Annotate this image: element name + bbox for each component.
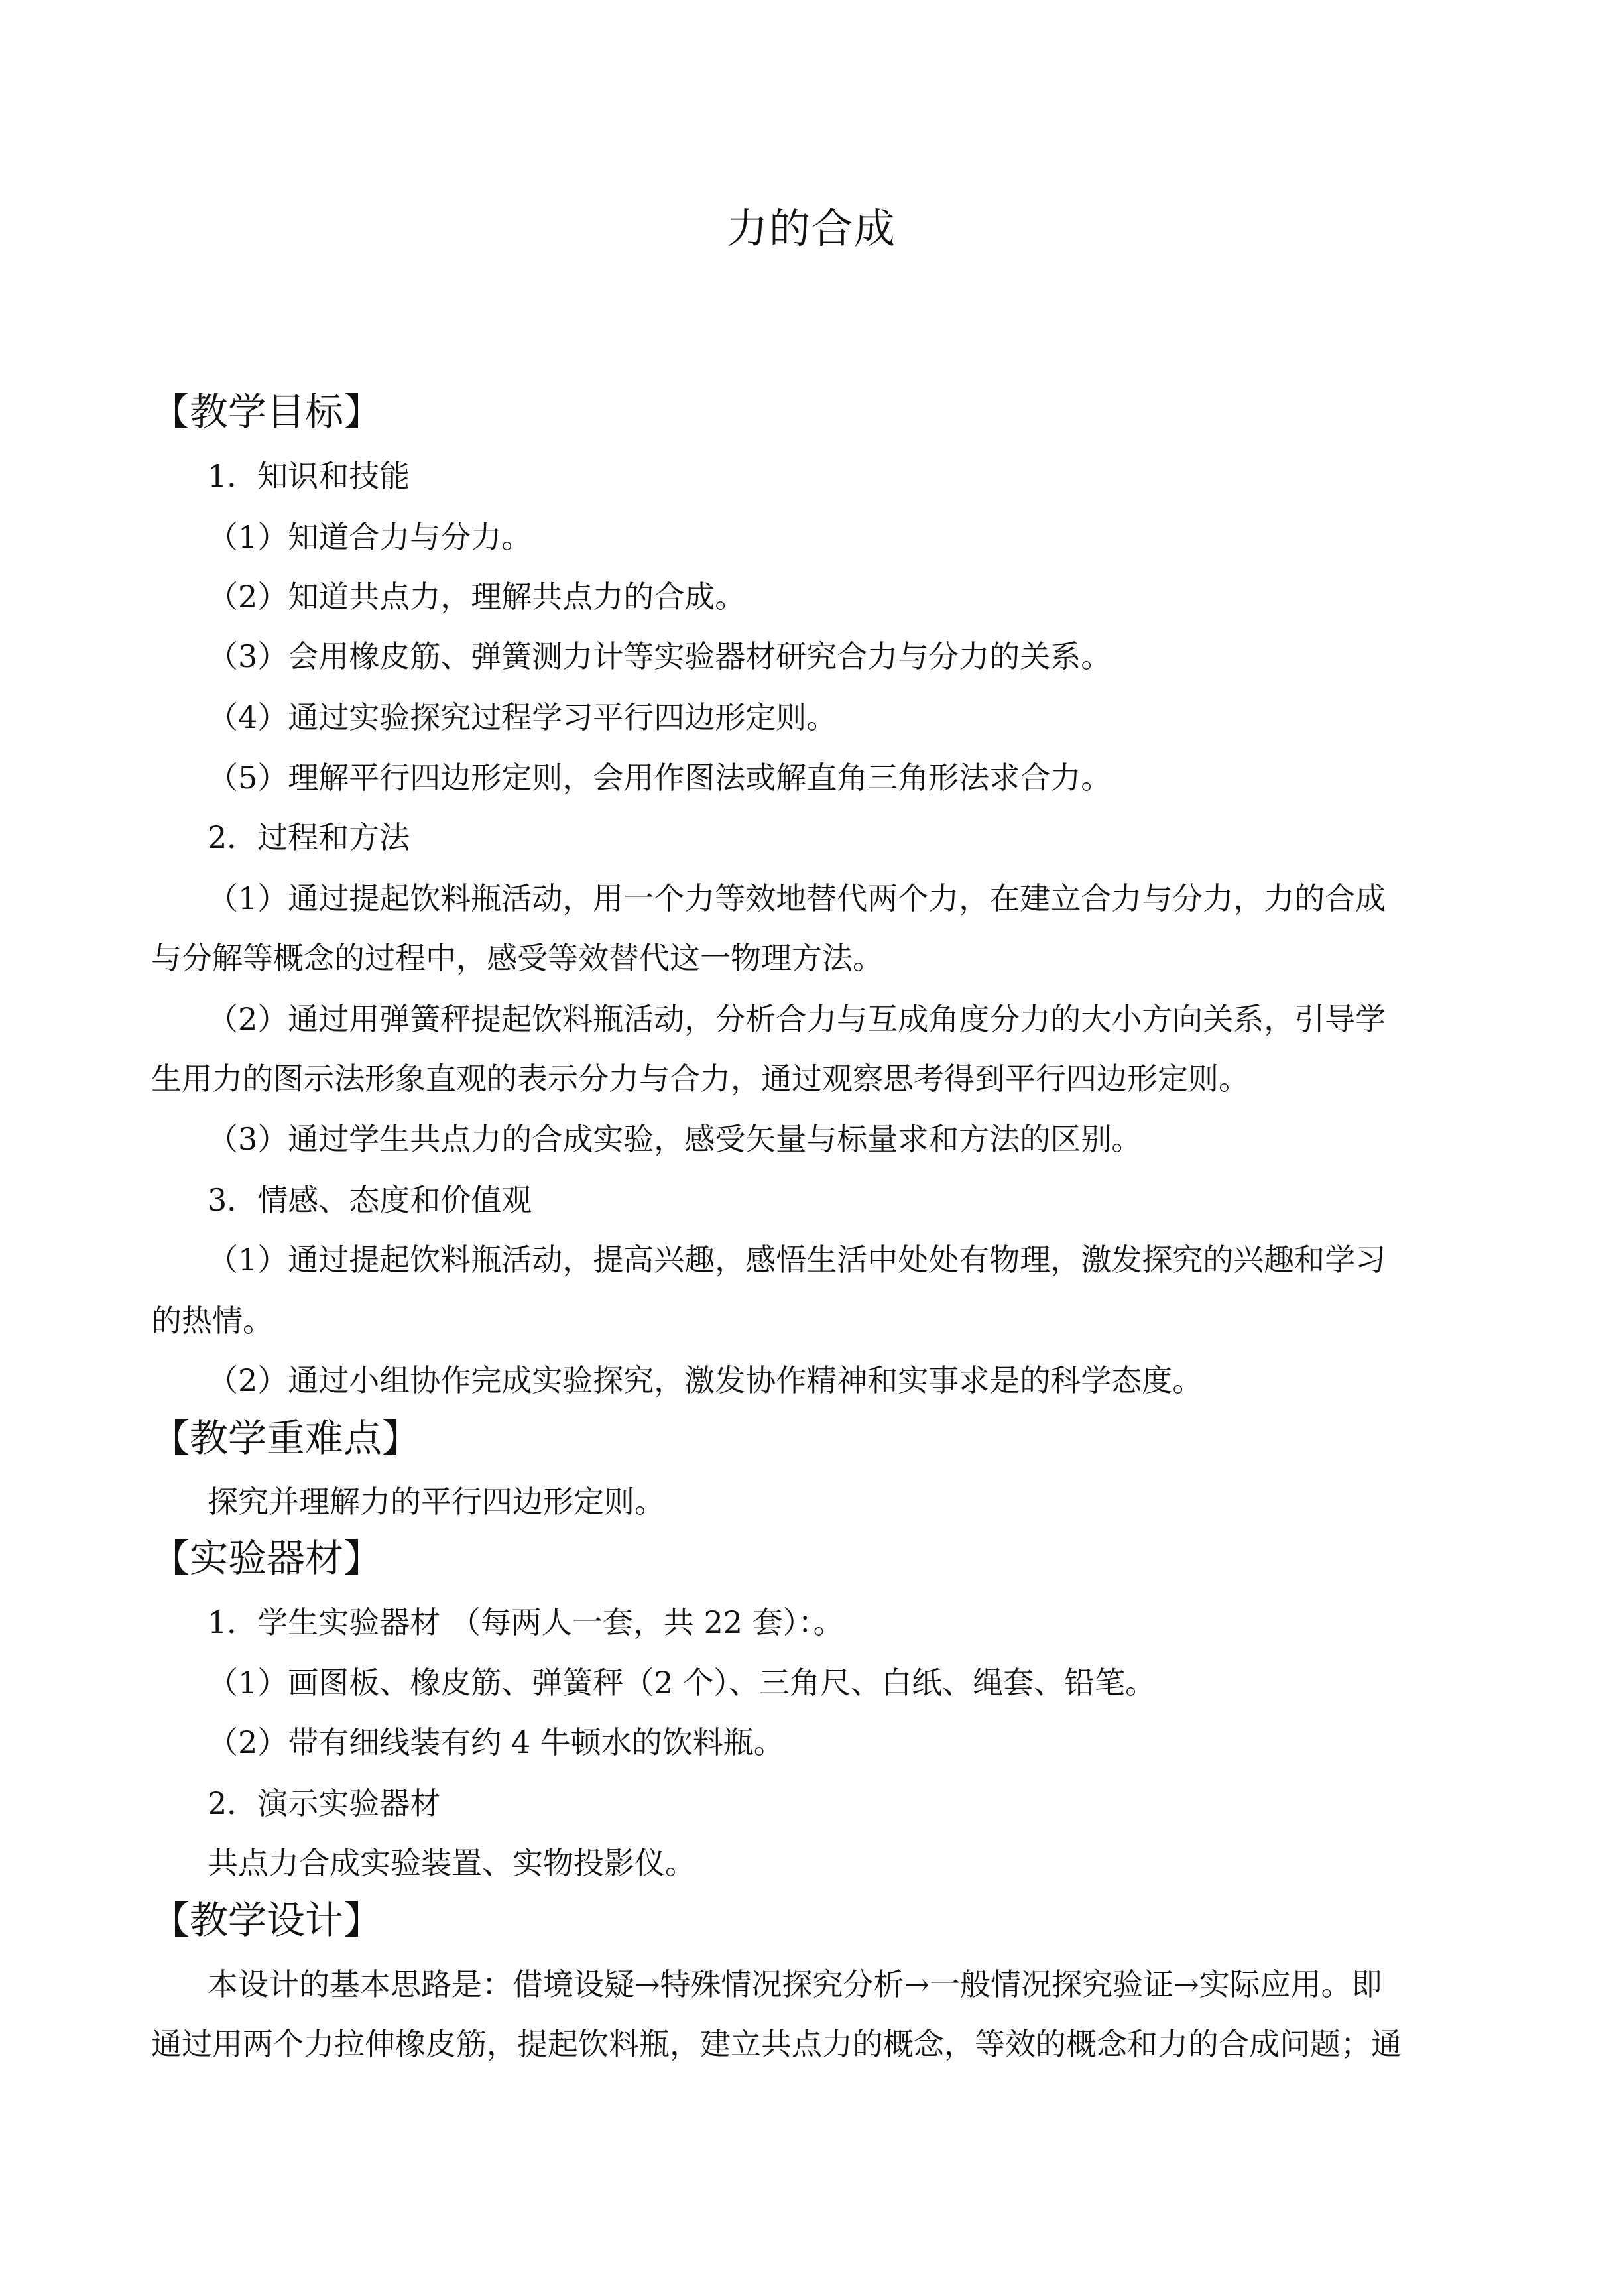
paragraph-line: 共点力合成实验装置、实物投影仪。 xyxy=(208,1845,695,1881)
paragraph-line: （2）通过小组协作完成实验探究，激发协作精神和实事求是的科学态度。 xyxy=(208,1362,1203,1398)
list-item: （1）画图板、橡皮筋、弹簧秤（2 个）、三角尺、白纸、绳套、铅笔。 xyxy=(208,1665,1156,1701)
subsection-title-demo-equipment: 2．演示实验器材 xyxy=(208,1785,441,1821)
list-item: （1）知道合力与分力。 xyxy=(208,519,532,555)
paragraph-line: 本设计的基本思路是：借境设疑→特殊情况探究分析→一般情况探究验证→实际应用。即 xyxy=(208,1966,1382,2002)
paragraph-line: 探究并理解力的平行四边形定则。 xyxy=(208,1484,665,1520)
subsection-title-process: 2．过程和方法 xyxy=(208,819,410,855)
list-item: （3）会用橡皮筋、弹簧测力计等实验器材研究合力与分力的关系。 xyxy=(208,638,1112,674)
subsection-title-attitude: 3．情感、态度和价值观 xyxy=(208,1182,532,1218)
section-heading-goals: 【教学目标】 xyxy=(151,389,383,434)
section-heading-design: 【教学设计】 xyxy=(151,1898,383,1943)
paragraph-line: （3）通过学生共点力的合成实验，感受矢量与标量求和方法的区别。 xyxy=(208,1121,1142,1157)
paragraph-line: 的热情。 xyxy=(151,1303,273,1339)
section-heading-equipment: 【实验器材】 xyxy=(151,1536,383,1581)
list-item: （2）带有细线装有约 4 牛顿水的饮料瓶。 xyxy=(208,1724,784,1760)
list-item: （2）知道共点力，理解共点力的合成。 xyxy=(208,579,746,615)
paragraph-line: 生用力的图示法形象直观的表示分力与合力，通过观察思考得到平行四边形定则。 xyxy=(151,1061,1249,1097)
paragraph-line: （2）通过用弹簧秤提起饮料瓶活动，分析合力与互成角度分力的大小方向关系，引导学 xyxy=(208,1001,1386,1037)
paragraph-line: 通过用两个力拉伸橡皮筋，提起饮料瓶，建立共点力的概念，等效的概念和力的合成问题；通 xyxy=(151,2026,1402,2062)
paragraph-line: （1）通过提起饮料瓶活动，用一个力等效地替代两个力，在建立合力与分力，力的合成 xyxy=(208,880,1386,916)
list-item: （5）理解平行四边形定则，会用作图法或解直角三角形法求合力。 xyxy=(208,760,1112,796)
section-heading-keypoints: 【教学重难点】 xyxy=(151,1416,421,1461)
subsection-title-knowledge: 1．知识和技能 xyxy=(208,458,410,494)
paragraph-line: （1）通过提起饮料瓶活动，提高兴趣，感悟生活中处处有物理，激发探究的兴趣和学习 xyxy=(208,1242,1386,1278)
subsection-title-student-equipment: 1．学生实验器材 （每两人一套，共 22 套）：。 xyxy=(208,1604,844,1640)
paragraph-line: 与分解等概念的过程中，感受等效替代这一物理方法。 xyxy=(151,940,883,976)
document-title: 力的合成 xyxy=(726,204,896,253)
list-item: （4）通过实验探究过程学习平行四边形定则。 xyxy=(208,699,837,735)
